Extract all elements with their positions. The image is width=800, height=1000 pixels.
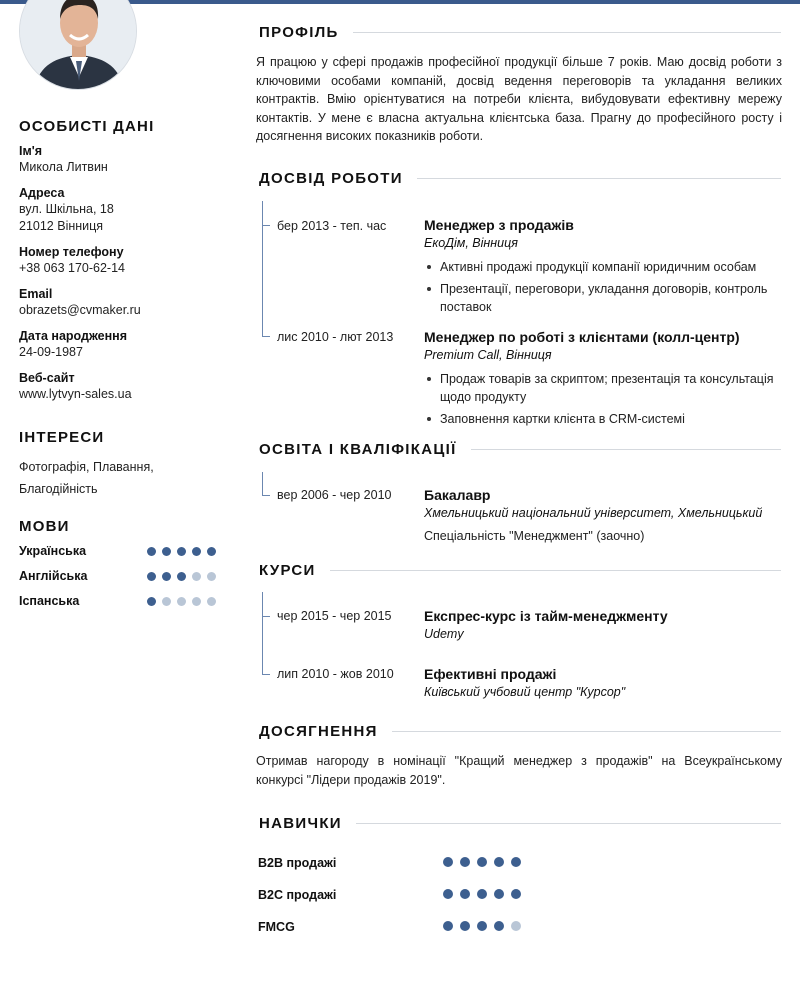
divider xyxy=(356,823,781,824)
timeline-tick xyxy=(262,336,270,337)
course-date: чер 2015 - чер 2015 xyxy=(277,609,392,623)
email-label: Email xyxy=(19,287,53,301)
address-line2: 21012 Вінниця xyxy=(19,219,104,233)
job-date: лис 2010 - лют 2013 xyxy=(277,330,394,344)
skill-level-dots xyxy=(443,921,521,931)
skills-header xyxy=(259,815,781,832)
personal-details-section xyxy=(19,118,234,403)
course-provider: Київський учбовий центр "Курсор" xyxy=(424,685,626,699)
level-dot-empty xyxy=(207,572,216,581)
languages-section xyxy=(19,518,234,619)
address-label: Адреса xyxy=(19,186,65,200)
job-duties xyxy=(424,370,782,432)
job-title: Менеджер по роботі з клієнтами (колл-центр) xyxy=(424,329,740,345)
education-date: вер 2006 - чер 2010 xyxy=(277,488,392,502)
email-value: obrazets@cvmaker.ru xyxy=(19,303,141,317)
course-provider: Udemy xyxy=(424,627,464,641)
skill-name: B2B продажі xyxy=(258,856,337,870)
profile-text: Я працюю у сфері продажів професійної продукції більше 7 років. Маю досвід роботи з ключовими особами компаній, досвід ведення переговорів та укладання великих контрактів. Вмію орієнтуватися на потреби клієнта, вибудовувати ефективну мережу контактів. У мене є власна актуальна клієнтська база. Прагну до професійного росту і досягнення високих показників роботи. xyxy=(256,55,782,143)
level-dot-filled xyxy=(443,857,453,867)
profile-photo-icon xyxy=(20,0,137,90)
language-row xyxy=(19,569,234,594)
experience-timeline xyxy=(262,201,263,336)
level-dot-filled xyxy=(460,921,470,931)
level-dot-filled xyxy=(162,572,171,581)
skill-name: FMCG xyxy=(258,920,295,934)
language-name: Англійська xyxy=(19,569,88,583)
personal-details-heading: ОСОБИСТІ ДАНІ xyxy=(19,118,155,135)
course-title: Ефективні продажі xyxy=(424,666,557,682)
divider xyxy=(392,731,781,732)
name-value: Микола Литвин xyxy=(19,160,108,174)
job-title: Менеджер з продажів xyxy=(424,217,574,233)
level-dot-empty xyxy=(162,597,171,606)
level-dot-filled xyxy=(177,572,186,581)
job-date: бер 2013 - теп. час xyxy=(277,219,387,233)
achievements-text: Отримав нагороду в номінації "Кращий менеджер з продажів" на Всеукраїнському конкурсі "Лідери продажів 2019". xyxy=(256,754,782,787)
level-dot-empty xyxy=(177,597,186,606)
list-item: Презентації, переговори, укладання договорів, контроль поставок xyxy=(424,280,782,316)
skill-name: B2C продажі xyxy=(258,888,337,902)
education-header xyxy=(259,441,781,458)
language-name: Українська xyxy=(19,544,87,558)
course-date: лип 2010 - жов 2010 xyxy=(277,667,394,681)
address-line1: вул. Шкільна, 18 xyxy=(19,202,114,216)
timeline-tick xyxy=(262,225,270,226)
specialty: Спеціальність "Менеджмент" (заочно) xyxy=(424,529,645,543)
level-dot-filled xyxy=(494,857,504,867)
level-dot-empty xyxy=(192,597,201,606)
level-dot-filled xyxy=(511,889,521,899)
level-dot-filled xyxy=(494,921,504,931)
list-item: Активні продажі продукції компанії юридичним особам xyxy=(424,258,782,276)
level-dot-filled xyxy=(147,547,156,556)
interests-section xyxy=(19,429,234,500)
education-heading: ОСВІТА І КВАЛІФІКАЦІЇ xyxy=(259,441,457,458)
achievements-header xyxy=(259,723,781,740)
language-level-dots xyxy=(147,572,216,581)
level-dot-filled xyxy=(511,857,521,867)
courses-timeline xyxy=(262,592,263,674)
courses-heading: КУРСИ xyxy=(259,562,316,579)
avatar xyxy=(19,0,137,90)
level-dot-filled xyxy=(477,921,487,931)
divider xyxy=(471,449,781,450)
timeline-tick xyxy=(262,495,270,496)
list-item: Заповнення картки клієнта в CRM-системі xyxy=(424,410,782,428)
divider xyxy=(330,570,781,571)
birthdate-label: Дата народження xyxy=(19,329,127,343)
degree-title: Бакалавр xyxy=(424,487,491,503)
website-label: Веб-сайт xyxy=(19,371,75,385)
institution: Хмельницький національний університет, Хмельницький xyxy=(424,506,763,520)
interests-heading: ІНТЕРЕСИ xyxy=(19,429,105,446)
interests-text: Фотографія, Плавання, Благодійність xyxy=(19,460,154,496)
level-dot-empty xyxy=(207,597,216,606)
job-company: Premium Call, Вінниця xyxy=(424,348,552,362)
level-dot-filled xyxy=(147,572,156,581)
level-dot-empty xyxy=(192,572,201,581)
language-level-dots xyxy=(147,597,216,606)
language-row xyxy=(19,544,234,569)
list-item: Продаж товарів за скриптом; презентація та консультація щодо продукту xyxy=(424,370,782,406)
job-duties xyxy=(424,258,782,320)
phone-label: Номер телефону xyxy=(19,245,124,259)
language-level-dots xyxy=(147,547,216,556)
phone-value: +38 063 170-62-14 xyxy=(19,261,125,275)
level-dot-filled xyxy=(207,547,216,556)
language-row xyxy=(19,594,234,619)
skills-heading: НАВИЧКИ xyxy=(259,815,342,832)
level-dot-empty xyxy=(511,921,521,931)
languages-heading: МОВИ xyxy=(19,518,70,535)
skill-level-dots xyxy=(443,889,521,899)
skill-level-dots xyxy=(443,857,521,867)
language-name: Іспанська xyxy=(19,594,80,608)
profile-heading: ПРОФІЛЬ xyxy=(259,24,339,41)
divider xyxy=(353,32,781,33)
level-dot-filled xyxy=(162,547,171,556)
level-dot-filled xyxy=(443,889,453,899)
birthdate-value: 24-09-1987 xyxy=(19,345,83,359)
level-dot-filled xyxy=(477,889,487,899)
profile-header xyxy=(259,24,781,41)
timeline-tick xyxy=(262,616,270,617)
level-dot-filled xyxy=(177,547,186,556)
website-value: www.lytvyn-sales.ua xyxy=(19,387,132,401)
timeline-tick xyxy=(262,674,270,675)
job-company: ЕкоДім, Вінниця xyxy=(424,236,518,250)
level-dot-filled xyxy=(147,597,156,606)
level-dot-filled xyxy=(494,889,504,899)
education-timeline xyxy=(262,472,263,495)
divider xyxy=(417,178,781,179)
name-label: Ім'я xyxy=(19,144,42,158)
experience-heading: ДОСВІД РОБОТИ xyxy=(259,170,403,187)
level-dot-filled xyxy=(477,857,487,867)
level-dot-filled xyxy=(460,857,470,867)
level-dot-filled xyxy=(192,547,201,556)
achievements-heading: ДОСЯГНЕННЯ xyxy=(259,723,378,740)
experience-header xyxy=(259,170,781,187)
courses-header xyxy=(259,562,781,579)
level-dot-filled xyxy=(443,921,453,931)
level-dot-filled xyxy=(460,889,470,899)
course-title: Експрес-курс із тайм-менеджменту xyxy=(424,608,668,624)
